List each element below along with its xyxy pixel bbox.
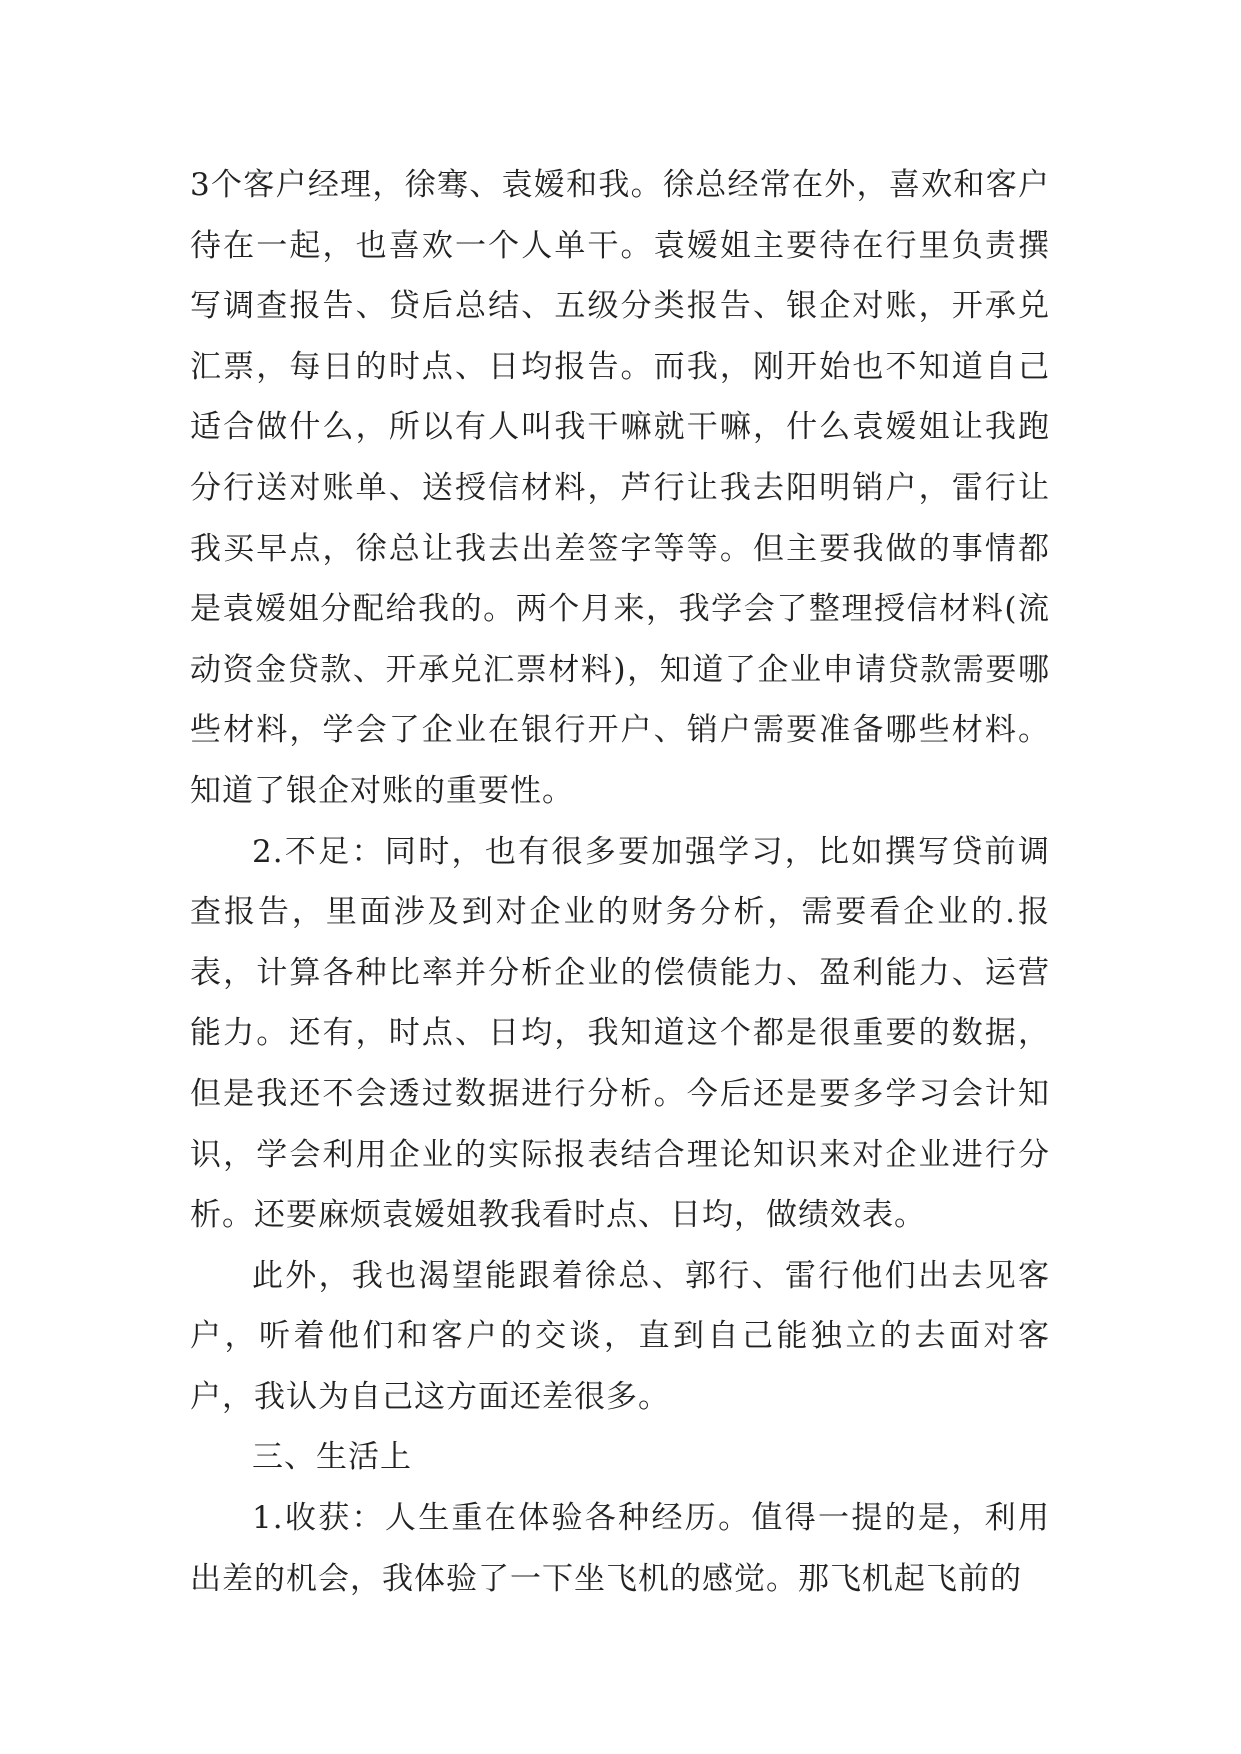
section-heading-life: 三、生活上 — [252, 1439, 412, 1476]
paragraph-customer-managers: 3个客户经理，徐骞、袁嫒和我。徐总经常在外，喜欢和客户待在一起，也喜欢一个人单干。袁嫒姐主要待在行里负责撰写调查报告、贷后总结、五级分类报告、银企对账，开承兑汇票，每日的时点、日均报告。而我，刚开始也不知道自己适合做什么，所以有人叫我干嘛就干嘛，什么袁嫒姐让我跑分行送对账单、送授信材料，芦行让我去阳明销户，雷行让我买早点，徐总让我去出差签字等等。但主要我做的事情都是袁嫒姐分配给我的。两个月来，我学会了整理授信材料(流动资金贷款、开承兑汇票材料)，知道了企业申请贷款需要哪些材料，学会了企业在银行开户、销户需要准备哪些材料。知道了银企对账的重要性。 — [190, 167, 1050, 809]
paragraph-shortcomings: 2.不足：同时，也有很多要加强学习，比如撰写贷前调查报告，里面涉及到对企业的财务分析，需要看企业的.报表，计算各种比率并分析企业的偿债能力、盈利能力、运营能力。还有，时点、日均，我知道这个都是很重要的数据，但是我还不会透过数据进行分析。今后还是要多学习会计知识，学会利用企业的实际报表结合理论知识来对企业进行分析。还要麻烦袁嫒姐教我看时点、日均，做绩效表。 — [190, 833, 1050, 1234]
paragraph-aspiration: 此外，我也渴望能跟着徐总、郭行、雷行他们出去见客户，听着他们和客户的交谈，直到自己能独立的去面对客户，我认为自己这方面还差很多。 — [190, 1257, 1050, 1415]
paragraph-life-gains: 1.收获：人生重在体验各种经历。值得一提的是，利用出差的机会，我体验了一下坐飞机的感觉。那飞机起飞前的 — [190, 1500, 1050, 1597]
document-body — [190, 155, 1050, 1609]
